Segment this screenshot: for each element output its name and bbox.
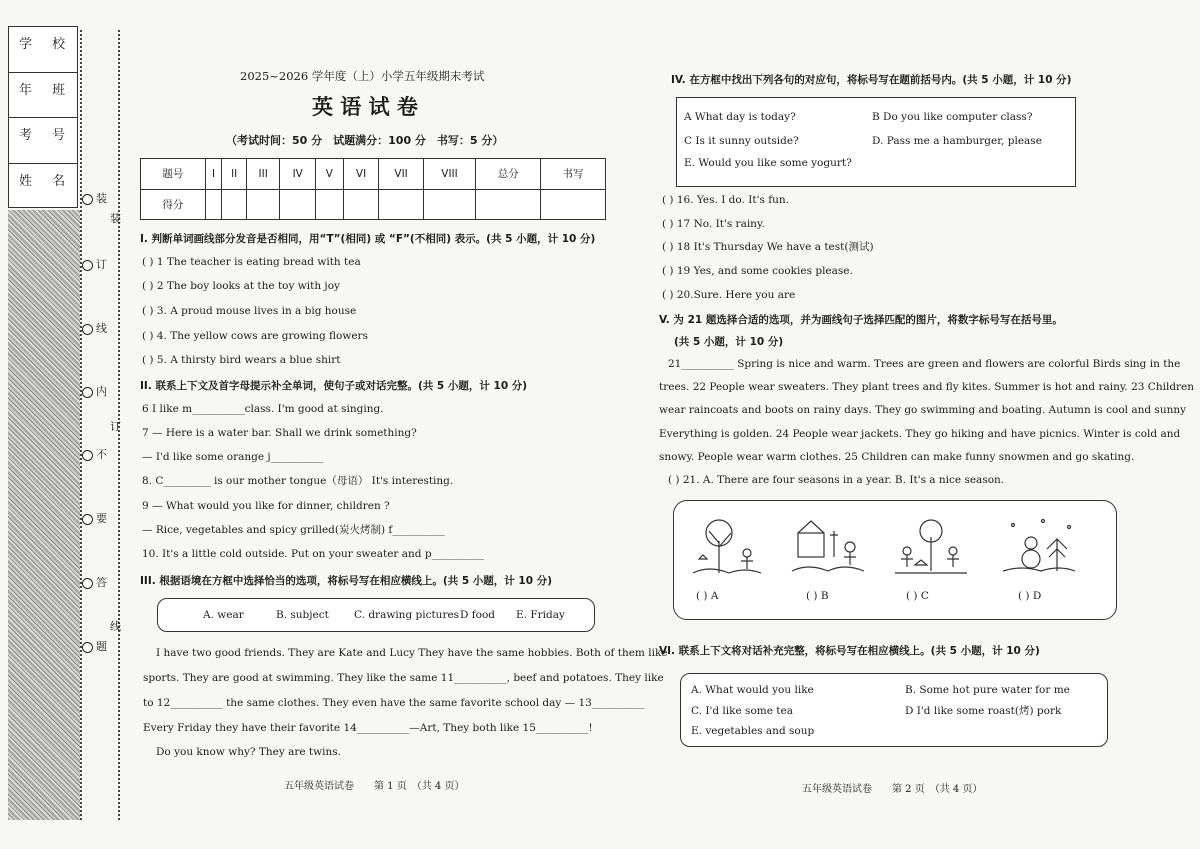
question-item[interactable]: ( ) 18 It's Thursday We have a test(测试) [662, 241, 874, 253]
page-footer: 五年级英语试卷 第 2 页 （共 4 页） [802, 784, 983, 795]
score-header-cell: 题号 [141, 159, 206, 190]
binding-mark: 订 [110, 420, 121, 433]
question-item[interactable]: 6 I like m__________class. I'm good at singing. [142, 403, 384, 415]
exam-title: 英 语 试 卷 [312, 95, 418, 119]
passage-line[interactable]: to 12__________ the same clothes. They even have the same favorite school day — 13__________ [143, 697, 645, 709]
binding-mark: 要 [82, 510, 107, 526]
option-item: B. Some hot pure water for me [905, 684, 1070, 696]
score-header-cell: VIII [423, 159, 476, 190]
info-row-number[interactable] [9, 118, 77, 164]
info-label: 考 号 [19, 128, 74, 143]
binding-mark: 线 [110, 620, 121, 633]
score-cell[interactable] [541, 189, 606, 220]
picture-label[interactable]: ( ) B [806, 590, 829, 602]
passage-line: trees. 22 People wear sweaters. They plant trees and fly kites. Summer is hot and rainy. 23 Children [659, 381, 1195, 393]
section-4-heading: IV. 在方框中找出下列各句的对应句，将标号写在题前括号内。(共 5 小题，计 10 分) [671, 74, 1072, 86]
score-header-cell: 总分 [476, 159, 541, 190]
options-box [157, 598, 595, 632]
scan-noise-strip [8, 210, 80, 820]
option-item: C. drawing pictures [354, 609, 460, 621]
score-header-cell: V [316, 159, 344, 190]
passage-line[interactable]: sports. They are good at swimming. They like the same 11__________, beef and potatoes. They like [143, 672, 664, 684]
spring-scene-image [689, 513, 765, 577]
score-cell[interactable] [222, 189, 247, 220]
binding-mark: 线 [82, 320, 107, 336]
passage-line: Everything is golden. 24 People wear jackets. They go hiking and have picnics. Winter is cold and [659, 428, 1181, 440]
summer-scene-image [790, 513, 866, 577]
option-item: D. Pass me a hamburger, please [872, 135, 1042, 147]
winter-scene-image [1001, 513, 1077, 577]
option-item: A. wear [203, 609, 244, 621]
score-row-label: 得分 [141, 189, 206, 220]
options-box [676, 97, 1076, 187]
score-header-cell: VI [343, 159, 379, 190]
question-item[interactable]: ( ) 19 Yes, and some cookies please. [662, 265, 853, 277]
binding-mark: 装 [110, 212, 121, 225]
option-item: E. Would you like some yogurt? [684, 157, 852, 169]
passage-line: Do you know why? They are twins. [156, 746, 341, 758]
binding-mark: 装 [82, 190, 107, 206]
question-item[interactable]: ( ) 3. A proud mouse lives in a big house [142, 305, 357, 317]
question-item[interactable]: ( ) 21. A. There are four seasons in a year. B. It's a nice season. [668, 474, 1005, 486]
binding-mark: 内 [82, 383, 107, 399]
option-item: C. I'd like some tea [691, 705, 793, 717]
passage-line: snowy. People wear warm clothes. 25 Children can make funny snowmen and go skating. [659, 451, 1135, 463]
question-item[interactable]: — I'd like some orange j__________ [142, 451, 324, 463]
passage-line: I have two good friends. They are Kate and Lucy They have the same hobbies. Both of them like [156, 647, 668, 659]
question-item[interactable]: — Rice, vegetables and spicy grilled(炭火烤制) f__________ [142, 524, 445, 536]
score-header-cell: I [205, 159, 221, 190]
score-header-cell: II [222, 159, 247, 190]
options-box [680, 673, 1108, 747]
binding-mark: 订 [82, 256, 107, 272]
question-item[interactable]: ( ) 4. The yellow cows are growing flowers [142, 330, 368, 342]
score-cell[interactable] [476, 189, 541, 220]
info-label: 年 班 [19, 82, 74, 98]
binding-mark: 题 [82, 638, 107, 654]
section-1-heading: I. 判断单词画线部分发音是否相同，用“T”(相同) 或 “F”(不相同) 表示。(共 5 小题，计 10 分) [140, 233, 596, 245]
binding-line [80, 30, 82, 820]
score-table-row [141, 189, 606, 220]
info-row-school[interactable] [9, 27, 77, 73]
question-item[interactable]: 9 — What would you like for dinner, children ? [142, 500, 390, 512]
score-table [140, 158, 606, 220]
picture-label[interactable]: ( ) A [696, 590, 719, 602]
section-3-heading: III. 根据语境在方框中选择恰当的选项，将标号写在相应横线上。(共 5 小题，计 10 分) [140, 575, 553, 587]
info-row-class[interactable] [9, 73, 77, 119]
autumn-scene-image [893, 513, 969, 577]
score-header-cell: 书写 [541, 159, 606, 190]
question-item[interactable]: ( ) 5. A thirsty bird wears a blue shirt [142, 354, 341, 366]
option-item: A What day is today? [684, 111, 796, 123]
passage-line[interactable]: Every Friday they have their favorite 14__________—Art, They both like 15__________! [143, 722, 593, 734]
question-item[interactable]: 8. C_________ is our mother tongue（母语） It's interesting. [142, 475, 454, 487]
score-cell[interactable] [423, 189, 476, 220]
section-2-heading: II. 联系上下文及首字母提示补全单词，使句子或对话完整。(共 5 小题，计 10 分) [140, 380, 528, 392]
score-cell[interactable] [316, 189, 344, 220]
option-item: A. What would you like [691, 684, 814, 696]
option-item: D I'd like some roast(烤) pork [905, 705, 1062, 717]
question-item[interactable]: 10. It's a little cold outside. Put on your sweater and p__________ [142, 548, 485, 560]
binding-mark: 不 [82, 446, 107, 462]
option-item: D food [460, 609, 496, 621]
passage-line[interactable]: 21__________ Spring is nice and warm. Trees are green and flowers are colorful Birds sing in the [668, 358, 1181, 370]
option-item: C Is it sunny outside? [684, 135, 799, 147]
question-item[interactable]: ( ) 2 The boy looks at the toy with joy [142, 280, 340, 292]
option-item: E. Friday [516, 609, 565, 621]
picture-label[interactable]: ( ) C [906, 590, 929, 602]
picture-label[interactable]: ( ) D [1018, 590, 1042, 602]
score-cell[interactable] [280, 189, 316, 220]
option-item: B. subject [276, 609, 329, 621]
score-cell[interactable] [247, 189, 280, 220]
question-item[interactable]: ( ) 1 The teacher is eating bread with tea [142, 256, 361, 268]
exam-info: （考试时间：50 分 试题满分：100 分 书写：5 分） [226, 134, 504, 147]
question-item[interactable]: ( ) 16. Yes. I do. It's fun. [662, 194, 789, 206]
student-info-box [8, 26, 78, 208]
option-item: B Do you like computer class? [872, 111, 1033, 123]
score-table-header-row [141, 159, 606, 190]
info-row-name[interactable] [9, 164, 77, 209]
info-label: 学 校 [19, 37, 74, 52]
exam-subtitle: 2025~2026 学年度（上）小学五年级期末考试 [240, 69, 485, 83]
section-5-heading: V. 为 21 题选择合适的选项，并为画线句子选择匹配的图片，将数字标号写在括号里。 [659, 314, 1063, 326]
question-item[interactable]: ( ) 17 No. It's rainy. [662, 218, 765, 230]
option-item: E. vegetables and soup [691, 725, 815, 737]
section-6-heading: VI. 联系上下文将对话补充完整，将标号写在相应横线上。(共 5 小题，计 10 分) [659, 645, 1040, 657]
page-footer: 五年级英语试卷 第 1 页 （共 4 页） [284, 781, 465, 792]
score-header-cell: III [247, 159, 280, 190]
score-cell[interactable] [205, 189, 221, 220]
info-label: 姓 名 [19, 173, 74, 189]
question-item[interactable]: 7 — Here is a water bar. Shall we drink something? [142, 427, 417, 439]
section-5-heading-score: (共 5 小题，计 10 分) [674, 336, 784, 348]
score-header-cell: VII [379, 159, 423, 190]
score-cell[interactable] [379, 189, 423, 220]
question-item[interactable]: ( ) 20.Sure. Here you are [662, 289, 796, 301]
score-cell[interactable] [343, 189, 379, 220]
score-header-cell: IV [280, 159, 316, 190]
binding-mark: 答 [82, 574, 107, 590]
passage-line: wear raincoats and boots on rainy days. They go swimming and boating. Autumn is cool and sunny [659, 404, 1187, 416]
